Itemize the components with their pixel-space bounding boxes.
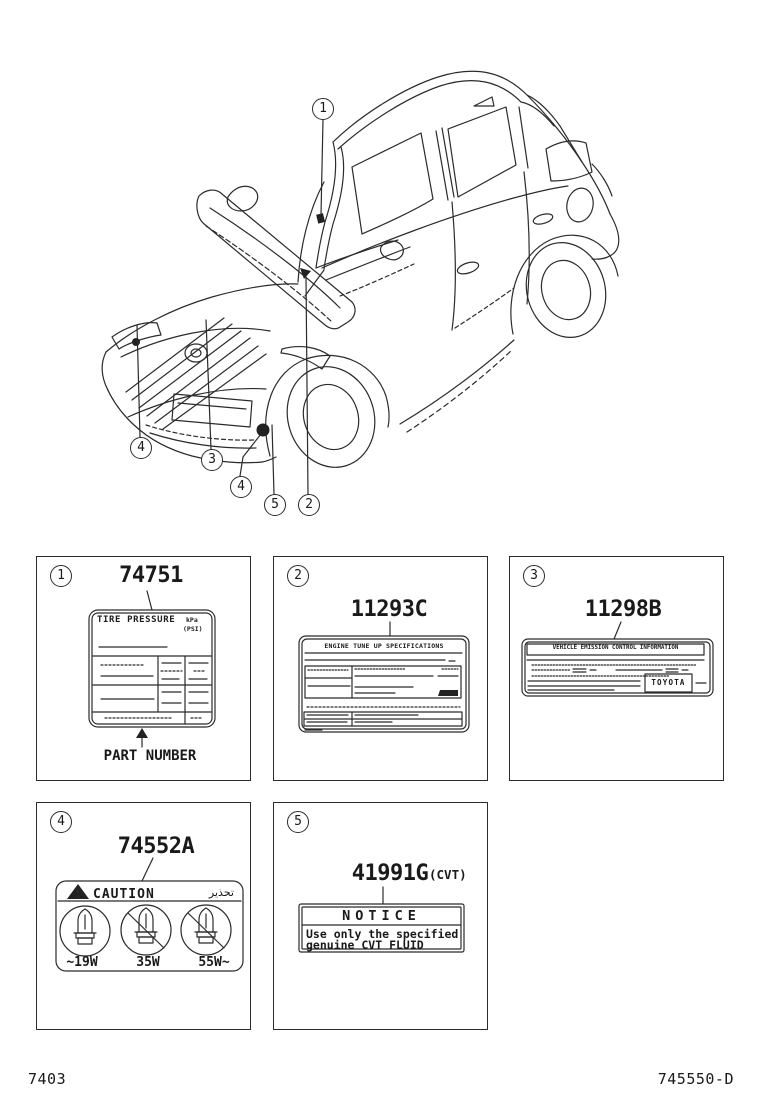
emission-label-title: VEHICLE EMISSION CONTROL INFORMATION <box>552 645 679 651</box>
vehicle-line-drawing <box>0 0 760 545</box>
panel-3-callout: 3 <box>523 565 545 587</box>
diagram-callout-4-bumper: 4 <box>130 437 152 459</box>
page-code: 7403 <box>28 1070 67 1088</box>
diagram-callout-2: 2 <box>298 494 320 516</box>
caution-label-title: CAUTION <box>93 887 155 902</box>
diagram-callout-1: 1 <box>312 98 334 120</box>
panel-5-callout: 5 <box>287 811 309 833</box>
tire-label-title: TIRE PRESSURE <box>97 615 176 625</box>
emission-label-art <box>510 557 725 782</box>
part-number-arrow-icon <box>136 728 148 738</box>
tuneup-stamp-mark <box>438 690 458 696</box>
diagram-callout-4-foglamp: 4 <box>230 476 252 498</box>
caution-label-title-arabic: تحذير <box>208 886 234 899</box>
fog-lamp-mark <box>257 424 270 437</box>
figure-code: 745550-D <box>657 1070 734 1088</box>
tuneup-label-title: ENGINE TUNE UP SPECIFICATIONS <box>324 642 444 650</box>
panel-4-callout: 4 <box>50 811 72 833</box>
diagram-callout-5: 5 <box>264 494 286 516</box>
part-number-emission: 11298B <box>584 597 662 622</box>
notice-label-line1: Use only the specified <box>306 927 459 941</box>
emission-label-brand: TOYOTA <box>651 678 686 687</box>
panel-tire-pressure <box>36 556 251 781</box>
part-number-caution: 74552A <box>117 834 195 859</box>
tuneup-label-art <box>274 557 489 782</box>
part-number-caption: PART NUMBER <box>103 748 197 764</box>
part-number-cvt-suffix: (CVT) <box>429 867 467 882</box>
caution-label-art <box>37 803 252 1031</box>
watt-label-35w: 35W <box>136 955 160 970</box>
panel-cvt-notice <box>273 802 488 1030</box>
panel-engine-tuneup <box>273 556 488 781</box>
panel-1-callout: 1 <box>50 565 72 587</box>
tire-label-unit-kpa: kPa <box>186 616 198 624</box>
diagram-callout-3: 3 <box>201 449 223 471</box>
panel-emission <box>509 556 724 781</box>
watt-label-55w: 55W~ <box>198 955 230 970</box>
part-number-tire: 74751 <box>119 563 183 588</box>
notice-label-line2: genuine CVT FLUID <box>306 937 424 952</box>
notice-label-title: NOTICE <box>342 908 421 924</box>
tire-label-unit-psi: (PSI) <box>183 625 203 633</box>
part-number-cvt: 41991G <box>351 861 429 886</box>
side-marker-mark <box>132 338 140 346</box>
panel-caution-bulb <box>36 802 251 1030</box>
panel-2-callout: 2 <box>287 565 309 587</box>
watt-label-19w: ~19W <box>66 955 98 970</box>
bulb-allowed-icon <box>60 906 110 956</box>
part-number-tuneup: 11293C <box>350 597 428 622</box>
